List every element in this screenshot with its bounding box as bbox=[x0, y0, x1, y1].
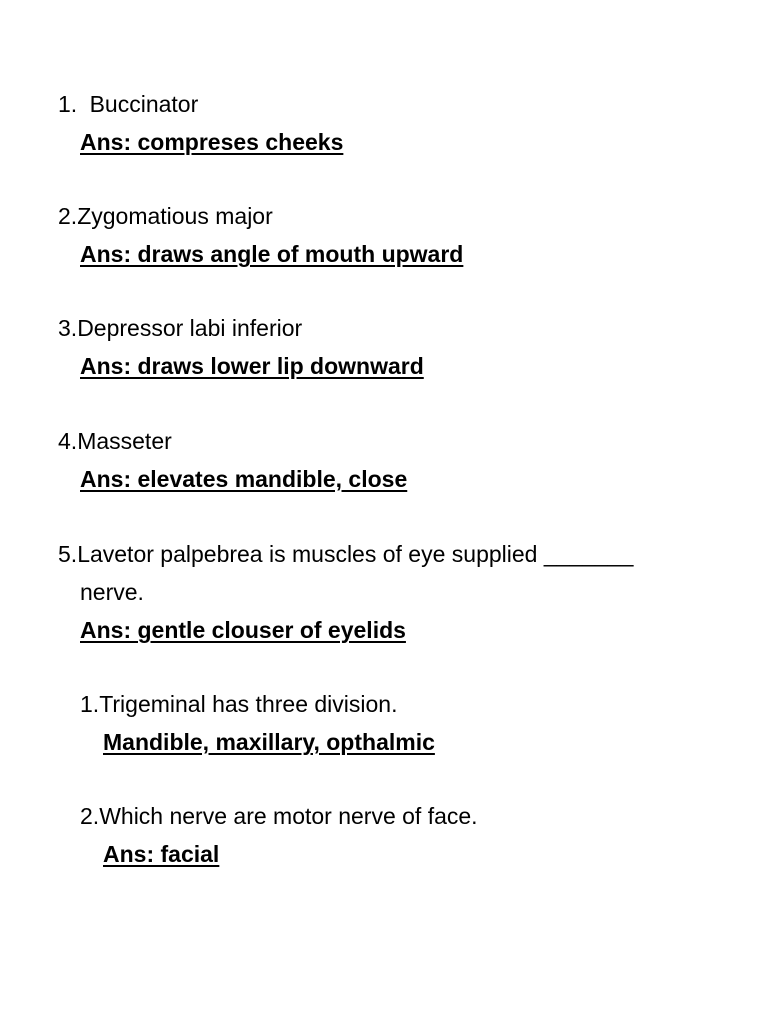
question-3 bbox=[58, 314, 302, 342]
answer-5: Ans: gentle clouser of eyelids bbox=[80, 617, 406, 643]
question-5 bbox=[58, 540, 633, 568]
question-number: 4. bbox=[58, 428, 78, 454]
question-5-continued: nerve. bbox=[80, 579, 144, 605]
subquestion-number: 1. bbox=[80, 691, 100, 717]
question-text: Lavetor palpebrea is muscles of eye supplied _______ bbox=[77, 541, 634, 567]
question-text: Depressor labi inferior bbox=[77, 315, 303, 341]
question-2 bbox=[58, 202, 273, 230]
answer-1: Ans: compreses cheeks bbox=[80, 129, 344, 155]
question-text: Masseter bbox=[77, 428, 172, 454]
question-text: Zygomatious major bbox=[77, 203, 273, 229]
subquestion-number: 2. bbox=[80, 803, 100, 829]
question-number: 5. bbox=[58, 541, 78, 567]
subquestion-1 bbox=[80, 690, 397, 718]
subanswer-1: Mandible, maxillary, opthalmic bbox=[103, 729, 435, 755]
answer-3: Ans: draws lower lip downward bbox=[80, 353, 424, 379]
question-number: 1. bbox=[58, 91, 78, 117]
answer-2: Ans: draws angle of mouth upward bbox=[80, 241, 464, 267]
subquestion-2 bbox=[80, 802, 478, 830]
answer-4: Ans: elevates mandible, close bbox=[80, 466, 408, 492]
subanswer-2: Ans: facial bbox=[103, 841, 220, 867]
subquestion-text: Trigeminal has three division. bbox=[99, 691, 398, 717]
question-1 bbox=[58, 90, 198, 118]
question-number: 2. bbox=[58, 203, 78, 229]
question-text: Buccinator bbox=[89, 91, 199, 117]
subquestion-text: Which nerve are motor nerve of face. bbox=[99, 803, 478, 829]
question-number: 3. bbox=[58, 315, 78, 341]
question-4 bbox=[58, 427, 172, 455]
